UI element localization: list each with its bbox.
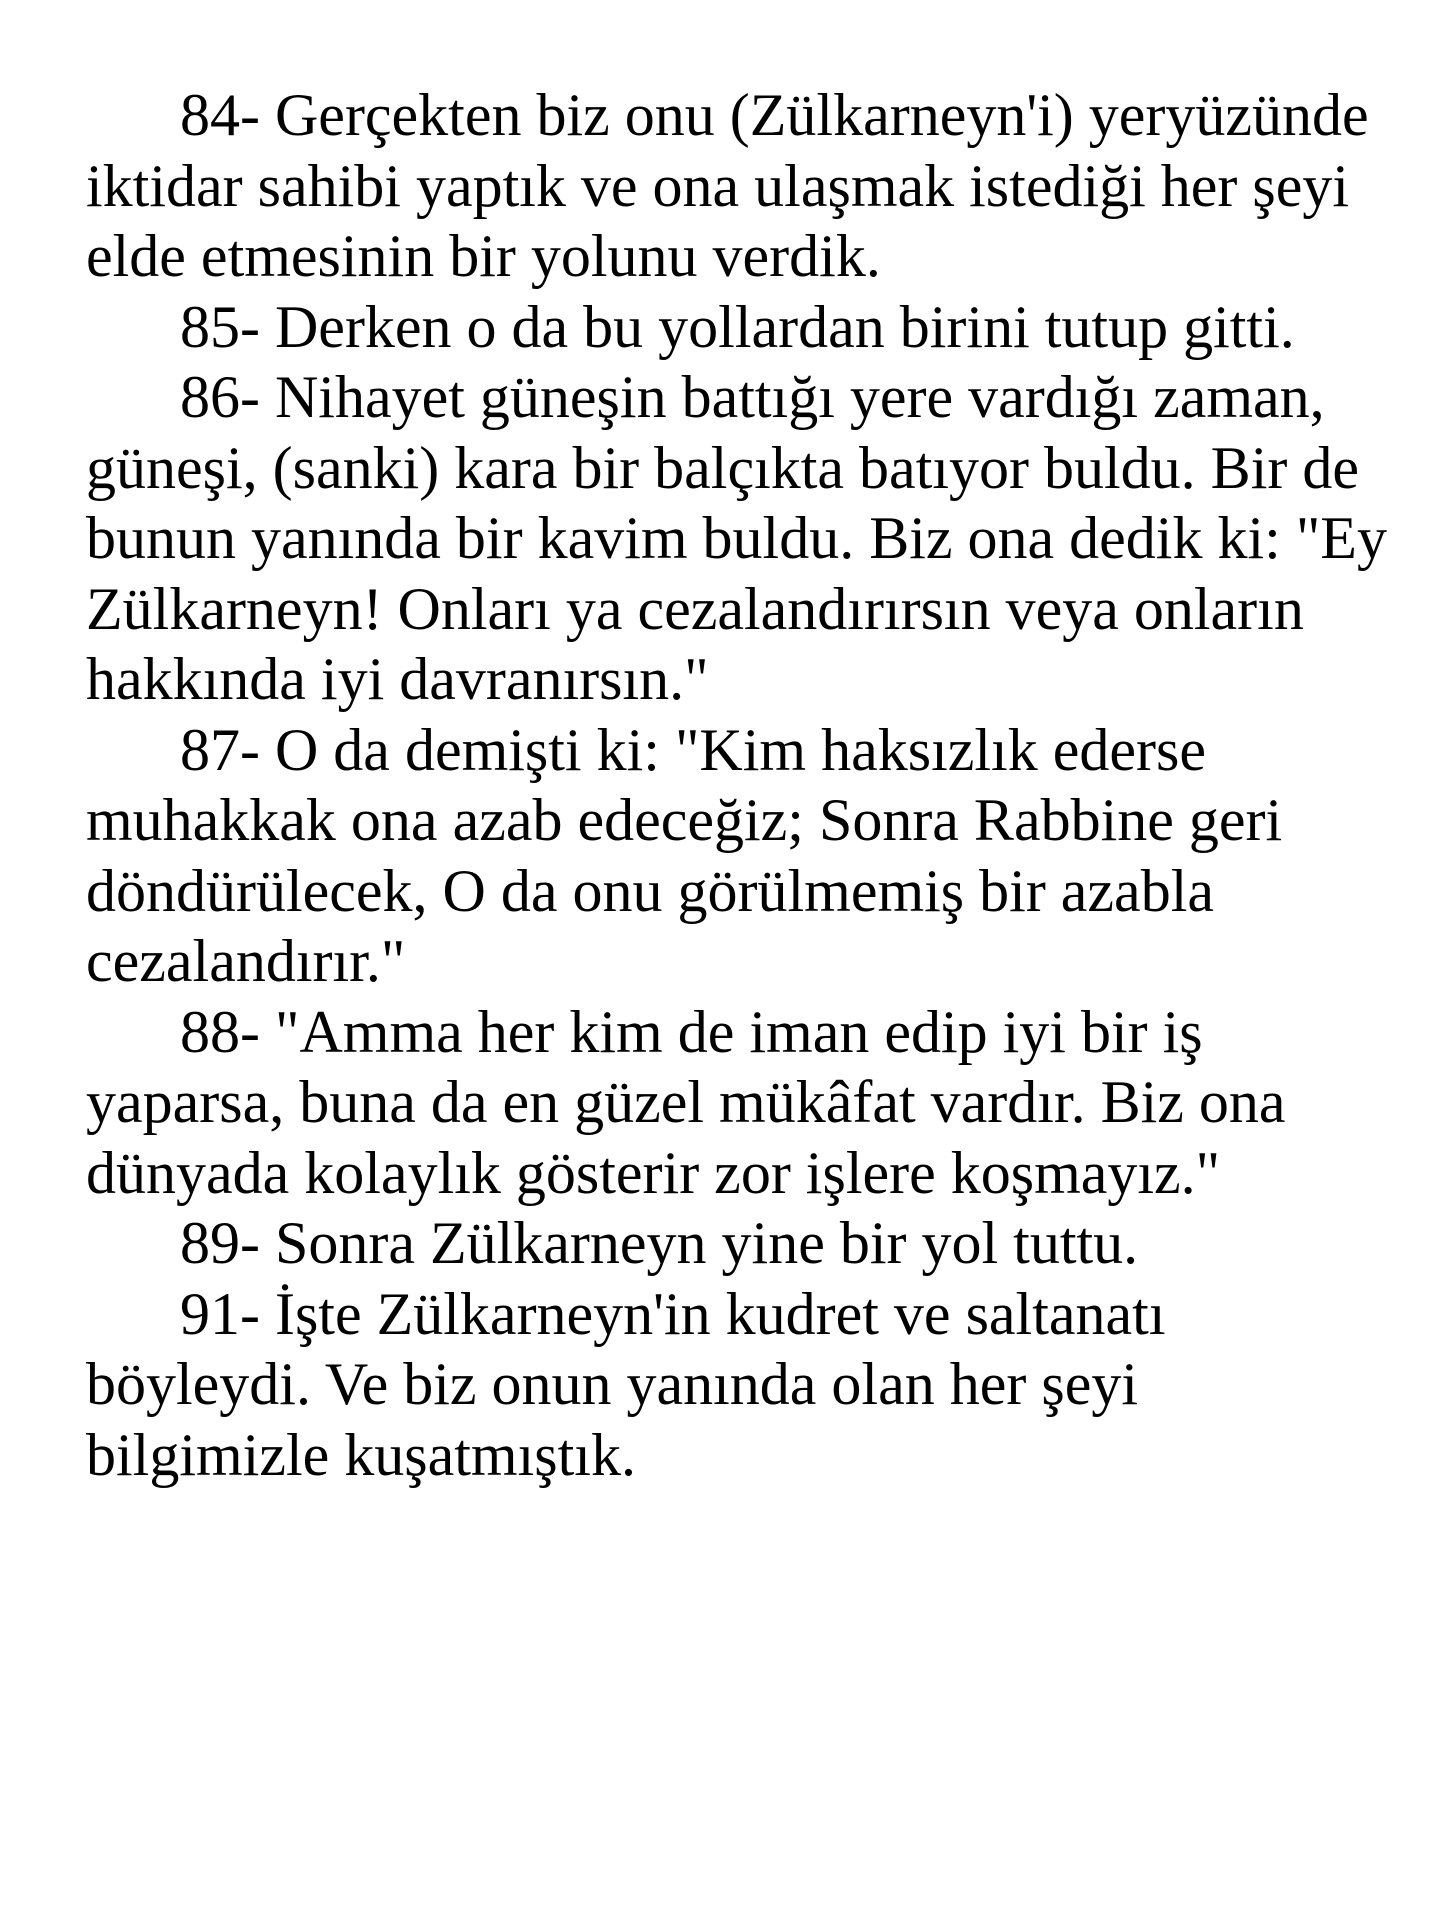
verse-87: 87- O da demişti ki: "Kim haksızlık ederse muhakkak ona azab edeceğiz; Sonra Rabbine geri döndürülecek, O da onu görülmemiş bir azabla cezalandırır.": [86, 716, 1283, 994]
verse-91: 91- İşte Zülkarneyn'in kudret ve saltanatı böyleydi. Ve biz onun yanında olan her şeyi bilgimizle kuşatmıştık.: [86, 1280, 1166, 1488]
document-page: [86, 80, 1396, 1490]
verse-85: 85- Derken o da bu yollardan birini tutup gitti.: [180, 293, 1295, 360]
verse-84: 84- Gerçekten biz onu (Zülkarneyn'i) yeryüzünde iktidar sahibi yaptık ve ona ulaşmak istediği her şeyi elde etmesinin bir yolunu verdik.: [86, 82, 1369, 289]
verse-89: 89- Sonra Zülkarneyn yine bir yol tuttu.: [180, 1210, 1139, 1276]
verse-88: 88- "Amma her kim de iman edip iyi bir iş yaparsa, buna da en güzel mükâfat vardır. Biz ona dünyada kolaylık gösterir zor işlere koşmayız.": [86, 998, 1286, 1206]
verse-86: 86- Nihayet güneşin battığı yere vardığı zaman, güneşi, (sanki) kara bir balçıkta batıyor buldu. Bir de bunun yanında bir kavim buldu. Biz ona dedik ki: "Ey Zülkarneyn! Onları ya cezalandırırsın veya onların hakkında iyi davranırsın.": [86, 364, 1387, 712]
